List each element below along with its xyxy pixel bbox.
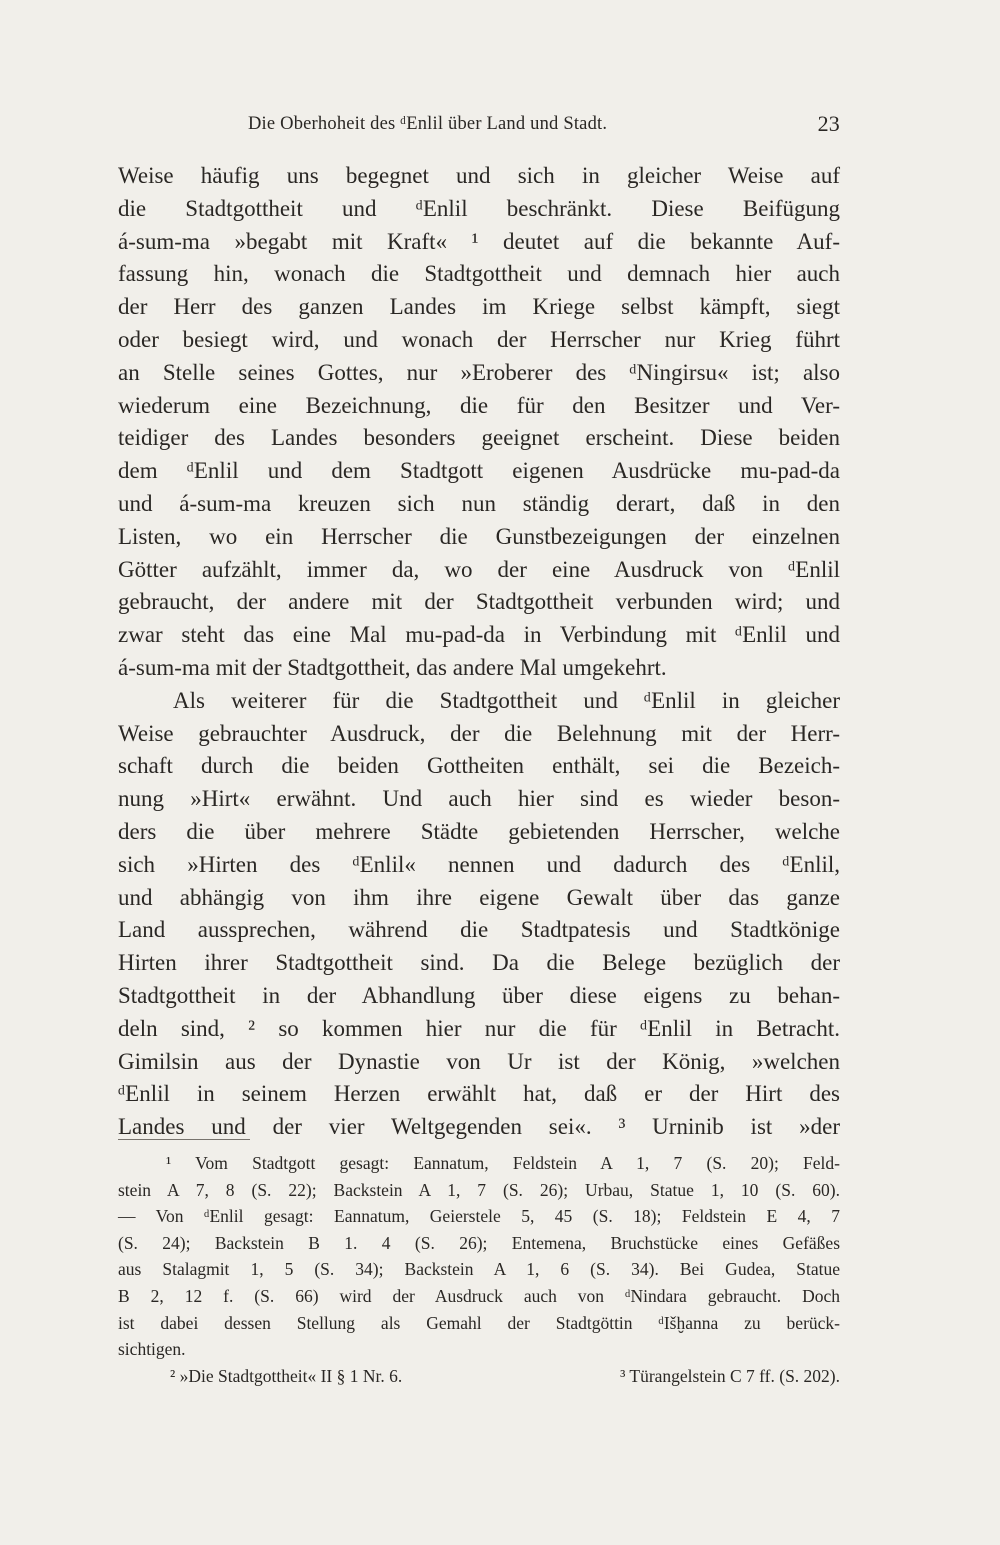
text-line: á-sum-ma mit der Stadtgottheit, das andere Mal umgekehrt. xyxy=(118,654,667,680)
footnote-1-line: B 2, 12 f. (S. 66) wird der Ausdruck auch von ᵈNindara gebraucht. Doch xyxy=(118,1285,840,1306)
text-line: an Stelle seines Gottes, nur »Eroberer des ᵈNingirsu« ist; also xyxy=(118,359,840,385)
text-line: Stadtgottheit in der Abhandlung über diese eigens zu behan- xyxy=(118,982,840,1008)
text-line: gebraucht, der andere mit der Stadtgottheit verbunden wird; und xyxy=(118,589,840,615)
footnote-separator xyxy=(118,1139,250,1140)
text-line: Weise häufig uns begegnet und sich in gleicher Weise auf xyxy=(118,163,840,188)
footnote-1-line: sichtigen. xyxy=(118,1339,186,1360)
text-line: der Herr des ganzen Landes im Kriege selbst kämpft, siegt xyxy=(118,294,840,320)
text-line: Hirten ihrer Stadtgottheit sind. Da die Belege bezüglich der xyxy=(118,950,840,976)
text-line: teidiger des Landes besonders geeignet erscheint. Diese beiden xyxy=(118,425,840,451)
footnote-2-3-line xyxy=(118,1363,840,1390)
text-line: nung »Hirt« erwähnt. Und auch hier sind es wieder beson- xyxy=(118,786,840,812)
text-line: Gimilsin aus der Dynastie von Ur ist der König, »welchen xyxy=(118,1048,840,1074)
footnote-1-line: — Von ᵈEnlil gesagt: Eannatum, Geierstele 5, 45 (S. 18); Feldstein E 4, 7 xyxy=(118,1206,840,1227)
text-line: Weise gebrauchter Ausdruck, der die Belehnung mit der Herr- xyxy=(118,720,840,746)
footnotes xyxy=(118,1150,840,1389)
text-line: oder besiegt wird, und wonach der Herrscher nur Krieg führt xyxy=(118,326,840,352)
text-line: ders die über mehrere Städte gebietenden Herrscher, welche xyxy=(118,818,840,844)
footnote-2: ² »Die Stadtgottheit« II § 1 Nr. 6. xyxy=(170,1365,403,1386)
text-line: sich »Hirten des ᵈEnlil« nennen und dadurch des ᵈEnlil, xyxy=(118,851,840,877)
text-line: Land aussprechen, während die Stadtpatesis und Stadtkönige xyxy=(118,917,840,943)
page-header xyxy=(118,111,840,140)
text-line: fassung hin, wonach die Stadtgottheit und demnach hier auch xyxy=(118,261,840,287)
footnote-1-line: ist dabei dessen Stellung als Gemahl der Stadtgöttin ᵈIšḫanna zu berück- xyxy=(118,1312,840,1333)
text-line: und á-sum-ma kreuzen sich nun ständig derart, daß in den xyxy=(118,490,840,516)
text-line: Landes und der vier Weltgegenden sei«. ³ Urninib ist »der xyxy=(118,1114,840,1140)
text-line: schaft durch die beiden Gottheiten enthält, sei die Bezeich- xyxy=(118,753,840,779)
footnote-3: ³ Türangelstein C 7 ff. (S. 202). xyxy=(620,1365,840,1386)
text-line: ᵈEnlil in seinem Herzen erwählt hat, daß er der Hirt des xyxy=(118,1081,840,1107)
footnote-1-line: (S. 24); Backstein B 1. 4 (S. 26); Entemena, Bruchstücke eines Gefäßes xyxy=(118,1232,840,1253)
text-line: dem ᵈEnlil und dem Stadtgott eigenen Ausdrücke mu-pad-da xyxy=(118,458,840,484)
text-line: deln sind, ² so kommen hier nur die für ᵈEnlil in Betracht. xyxy=(118,1015,840,1041)
text-line: die Stadtgottheit und ᵈEnlil beschränkt. Diese Beifügung xyxy=(118,195,840,221)
footnote-1-line: stein A 7, 8 (S. 22); Backstein A 1, 7 (S. 26); Urbau, Statue 1, 10 (S. 60). xyxy=(118,1179,840,1200)
page-number: 23 xyxy=(817,111,840,136)
footnote-1-line: aus Stalagmit 1, 5 (S. 34); Backstein A 1, 6 (S. 34). Bei Gudea, Statue xyxy=(118,1259,840,1280)
text-line: Götter aufzählt, immer da, wo der eine Ausdruck von ᵈEnlil xyxy=(118,556,840,582)
text-line: und abhängig von ihm ihre eigene Gewalt über das ganze xyxy=(118,884,840,910)
paragraph-start-line: Als weiterer für die Stadtgottheit und ᵈEnlil in gleicher xyxy=(173,687,840,713)
text-line: wiederum eine Bezeichnung, die für den Besitzer und Ver- xyxy=(118,392,840,418)
text-line: Listen, wo ein Herrscher die Gunstbezeigungen der einzelnen xyxy=(118,523,840,549)
text-line: zwar steht das eine Mal mu-pad-da in Verbindung mit ᵈEnlil und xyxy=(118,622,840,648)
footnote-1-line: ¹ Vom Stadtgott gesagt: Eannatum, Feldstein A 1, 7 (S. 20); Feld- xyxy=(166,1153,840,1173)
body-text xyxy=(118,160,840,1144)
text-line: á-sum-ma »begabt mit Kraft« ¹ deutet auf die bekannte Auf- xyxy=(118,228,840,254)
running-title: Die Oberhoheit des ᵈEnlil über Land und Stadt. xyxy=(248,114,608,134)
